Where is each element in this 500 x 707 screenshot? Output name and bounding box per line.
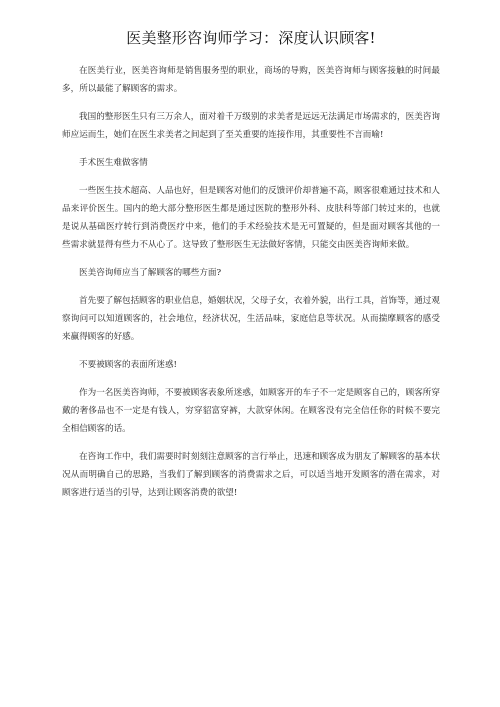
surgeon-paragraph: 一些医生技术超高、人品也好，但是顾客对他们的反馈评价却普遍不高，顾客很难通过技术和人品来评价医生。国内的绝大部分整形医生都是通过医院的整形外科、皮肤科等部门转过来的，也就是说从基础医疗转行到消费医疗中来，他们的手术经验技术是无可置疑的，但是面对顾客其他的一些需求就显得有些力不从心了。这导致了整形医生无法做好客情，只能交由医美咨询师来做。 xyxy=(62,186,440,250)
section-heading-surgeon: 手术医生难做客情 xyxy=(79,158,148,168)
section-heading-appearance: 不要被顾客的表面所迷惑! xyxy=(79,360,177,370)
appearance-paragraph: 作为一名医美咨询师，不要被顾客表象所迷惑，如顾客开的车子不一定是顾客自己的，顾客所穿戴的奢侈品也不一定是有钱人，穷穿貂富穿裤，大款穿休闲。在顾客没有完全信任你的时候不要完全相信顾客的话。 xyxy=(62,388,440,434)
conclusion-paragraph: 在咨询工作中，我们需要时时刻刻注意顾客的言行举止，迅速和顾客成为朋友了解顾客的基本状况从而明确自己的思路，当我们了解到顾客的消费需求之后，可以适当地开发顾客的潜在需求，对顾客进行适当的引导，达到让顾客消费的欲望! xyxy=(62,452,440,498)
article-title: 医美整形咨询师学习：深度认识顾客! xyxy=(126,29,376,47)
understand-paragraph: 首先要了解包括顾客的职业信息，婚姻状况，父母子女，衣着外貌，出行工具，首饰等，通过观察询问可以知道顾客的，社会地位，经济状况，生活品味，家庭信息等状况。从而揣摩顾客的感受来赢得顾客的好感。 xyxy=(62,296,440,342)
section-heading-understand: 医美咨询师应当了解顾客的哪些方面? xyxy=(79,268,222,278)
intro-paragraph: 在医美行业，医美咨询师是销售服务型的职业，商场的导购，医美咨询师与顾客接触的时间最多，所以最能了解顾客的需求。 xyxy=(62,66,440,94)
article xyxy=(62,28,440,512)
doctor-shortage-paragraph: 我国的整形医生只有三万余人，面对着千万级别的求美者是远远无法满足市场需求的，医美咨询师应运而生，她们在医生求美者之间起到了至关重要的连接作用，其重要性不言而喻! xyxy=(62,112,440,140)
